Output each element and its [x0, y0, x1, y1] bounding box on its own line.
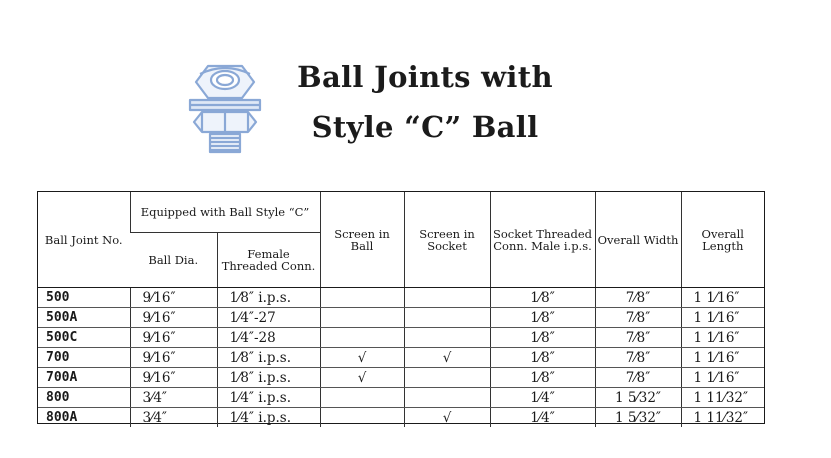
cell-female-conn: 1⁄4″-28: [217, 328, 320, 348]
cell-ball-dia: 9⁄16″: [130, 328, 217, 348]
cell-screen-socket: [404, 388, 490, 408]
table-row: [38, 408, 764, 428]
table-row: [38, 308, 764, 328]
cell-overall-length: 1 1⁄16″: [681, 308, 764, 328]
cell-overall-width: 7⁄8″: [595, 368, 681, 388]
header-screen-in-ball: Screen in Ball: [320, 192, 404, 288]
cell-overall-width: 7⁄8″: [595, 288, 681, 308]
header-socket-threaded: Socket Threaded Conn. Male i.p.s.: [490, 192, 595, 288]
cell-female-conn: 1⁄4″-27: [217, 308, 320, 328]
cell-socket-conn: 1⁄4″: [490, 388, 595, 408]
cell-overall-width: 1 5⁄32″: [595, 388, 681, 408]
header-female-threaded: Female Threaded Conn.: [217, 233, 320, 288]
cell-socket-conn: 1⁄8″: [490, 328, 595, 348]
cell-socket-conn: 1⁄4″: [490, 408, 595, 428]
header-overall-length: Overall Length: [681, 192, 764, 288]
cell-overall-length: 1 11⁄32″: [681, 388, 764, 408]
title-line-2: Style “C” Ball: [311, 110, 539, 144]
cell-screen-ball: √: [320, 348, 404, 368]
header-ball-joint-no: Ball Joint No.: [38, 192, 130, 288]
cell-socket-conn: 1⁄8″: [490, 368, 595, 388]
cell-screen-ball: [320, 328, 404, 348]
cell-socket-conn: 1⁄8″: [490, 288, 595, 308]
cell-female-conn: 1⁄4″ i.p.s.: [217, 408, 320, 428]
table-row: [38, 368, 764, 388]
cell-screen-socket: [404, 288, 490, 308]
cell-joint-no: 700: [38, 348, 130, 368]
cell-female-conn: 1⁄8″ i.p.s.: [217, 368, 320, 388]
cell-screen-socket: [404, 368, 490, 388]
cell-female-conn: 1⁄4″ i.p.s.: [217, 388, 320, 408]
cell-screen-ball: [320, 308, 404, 328]
cell-socket-conn: 1⁄8″: [490, 308, 595, 328]
cell-overall-length: 1 1⁄16″: [681, 348, 764, 368]
cell-screen-socket: [404, 308, 490, 328]
cell-screen-ball: [320, 388, 404, 408]
table-row: [38, 348, 764, 368]
cell-joint-no: 700A: [38, 368, 130, 388]
specifications-table: [37, 191, 765, 424]
cell-overall-width: 7⁄8″: [595, 308, 681, 328]
cell-ball-dia: 3⁄4″: [130, 408, 217, 428]
cell-screen-ball: √: [320, 368, 404, 388]
cell-overall-length: 1 1⁄16″: [681, 288, 764, 308]
cell-ball-dia: 9⁄16″: [130, 308, 217, 328]
cell-screen-ball: [320, 288, 404, 308]
table-row: [38, 288, 764, 308]
header-equipped-group: Equipped with Ball Style “C”: [130, 192, 320, 233]
cell-overall-width: 7⁄8″: [595, 348, 681, 368]
cell-screen-socket: [404, 328, 490, 348]
cell-female-conn: 1⁄8″ i.p.s.: [217, 348, 320, 368]
cell-screen-ball: [320, 408, 404, 428]
header-screen-in-socket: Screen in Socket: [404, 192, 490, 288]
cell-female-conn: 1⁄8″ i.p.s.: [217, 288, 320, 308]
cell-joint-no: 500A: [38, 308, 130, 328]
cell-joint-no: 800: [38, 388, 130, 408]
table-row: [38, 388, 764, 408]
cell-screen-socket: √: [404, 348, 490, 368]
page-title: [280, 52, 570, 152]
header-overall-width: Overall Width: [595, 192, 681, 288]
cell-ball-dia: 3⁄4″: [130, 388, 217, 408]
table-row: [38, 328, 764, 348]
title-line-1: Ball Joints with: [297, 60, 553, 94]
cell-overall-width: 1 5⁄32″: [595, 408, 681, 428]
cell-joint-no: 500: [38, 288, 130, 308]
cell-overall-length: 1 1⁄16″: [681, 328, 764, 348]
ball-joint-fitting-icon: [180, 56, 270, 156]
cell-ball-dia: 9⁄16″: [130, 348, 217, 368]
cell-joint-no: 800A: [46, 410, 78, 425]
cell-overall-length: 1 11⁄32″: [681, 408, 764, 428]
cell-ball-dia: 9⁄16″: [130, 368, 217, 388]
cell-ball-dia: 9⁄16″: [130, 288, 217, 308]
header-ball-dia: Ball Dia.: [130, 233, 217, 288]
cell-overall-width: 7⁄8″: [595, 328, 681, 348]
cell-overall-length: 1 1⁄16″: [681, 368, 764, 388]
cell-screen-socket: √: [404, 408, 490, 428]
cell-socket-conn: 1⁄8″: [490, 348, 595, 368]
cell-joint-no: 500C: [38, 328, 130, 348]
